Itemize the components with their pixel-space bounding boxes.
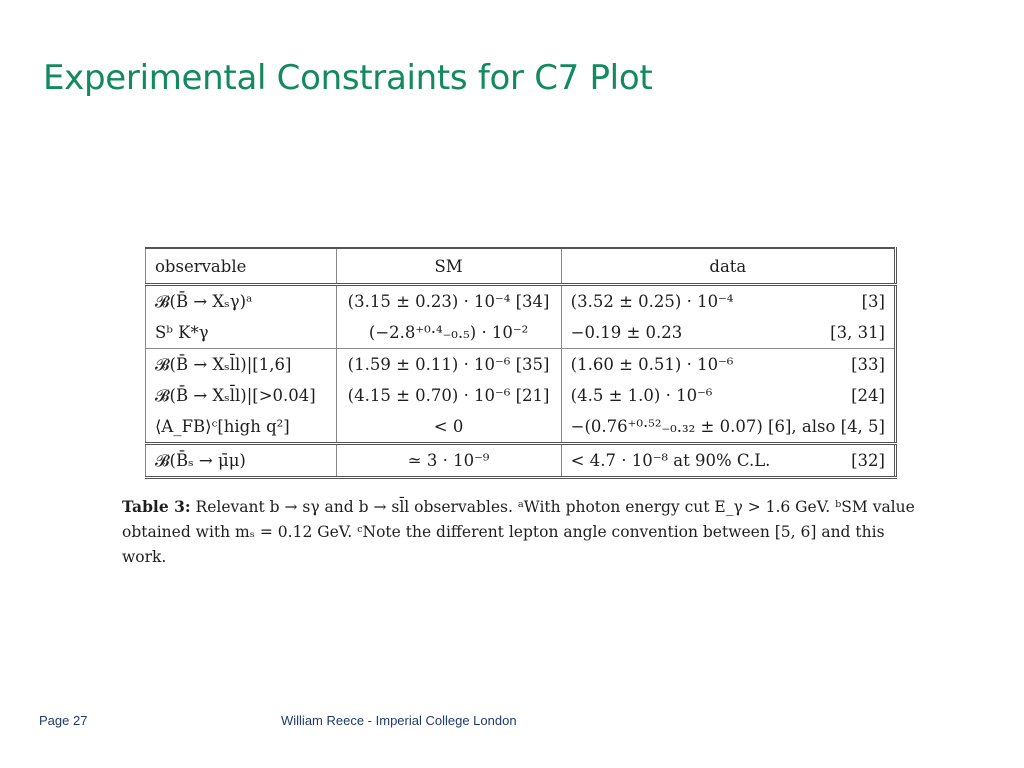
cell-data-value: (4.5 ± 1.0) · 10⁻⁶ (570, 386, 713, 405)
cell-data-value: (3.52 ± 0.25) · 10⁻⁴ (570, 292, 734, 311)
header-observable: observable (146, 248, 337, 285)
caption-label: Table 3: (122, 497, 191, 516)
cell-sm: < 0 (336, 411, 561, 444)
table-row (146, 317, 896, 349)
cell-observable: ⟨A_FB⟩ᶜ[high q²] (146, 411, 337, 444)
cell-observable: 𝓑(B̄ₛ → μ̄μ) (146, 444, 337, 478)
cell-ref: [32] (851, 451, 885, 470)
table-caption (122, 494, 922, 570)
table-row (146, 444, 896, 478)
cell-sm: (3.15 ± 0.23) · 10⁻⁴ [34] (336, 285, 561, 318)
cell-data-value: −(0.76⁺⁰·⁵²₋₀.₃₂ ± 0.07) [6], also [4, 5] (570, 417, 885, 436)
cell-ref: [24] (851, 386, 885, 405)
cell-data (561, 285, 895, 318)
cell-observable: 𝓑(B̄ → Xₛγ)ᵃ (146, 285, 337, 318)
slide-title: Experimental Constraints for C7 Plot (43, 58, 653, 98)
cell-data-value: −0.19 ± 0.23 (570, 323, 683, 342)
table-row (146, 411, 896, 444)
cell-sm: (1.59 ± 0.11) · 10⁻⁶ [35] (336, 349, 561, 381)
table-row (146, 380, 896, 411)
page-number: Page 27 (39, 713, 88, 728)
cell-sm: (4.15 ± 0.70) · 10⁻⁶ [21] (336, 380, 561, 411)
table-header-row (146, 248, 896, 285)
cell-sm: ≃ 3 · 10⁻⁹ (336, 444, 561, 478)
cell-observable: 𝓑(B̄ → Xₛl̄l)|[1,6] (146, 349, 337, 381)
observables-table (145, 247, 897, 479)
cell-ref: [3] (861, 292, 885, 311)
cell-data (561, 380, 895, 411)
cell-ref: [3, 31] (830, 323, 885, 342)
cell-data-value: (1.60 ± 0.51) · 10⁻⁶ (570, 355, 734, 374)
header-sm: SM (336, 248, 561, 285)
caption-text: Relevant b → sγ and b → sl̄l observables. ᵃWith photon energy cut E_γ > 1.6 GeV. ᵇSM value obtained with mₛ = 0.12 GeV. ᶜNote the different lepton angle convention between [5, 6] and this work. (122, 498, 915, 566)
cell-data (561, 411, 895, 444)
cell-data-value: < 4.7 · 10⁻⁸ at 90% C.L. (570, 451, 771, 470)
header-data: data (561, 248, 895, 285)
cell-data (561, 317, 895, 349)
table-row (146, 285, 896, 318)
table-row (146, 349, 896, 381)
cell-ref: [33] (851, 355, 885, 374)
cell-sm: (−2.8⁺⁰·⁴₋₀.₅) · 10⁻² (336, 317, 561, 349)
cell-observable: Sᵇ K*γ (146, 317, 337, 349)
cell-data (561, 444, 895, 478)
footer-author: William Reece - Imperial College London (281, 713, 517, 728)
cell-observable: 𝓑(B̄ → Xₛl̄l)|[>0.04] (146, 380, 337, 411)
cell-data (561, 349, 895, 381)
